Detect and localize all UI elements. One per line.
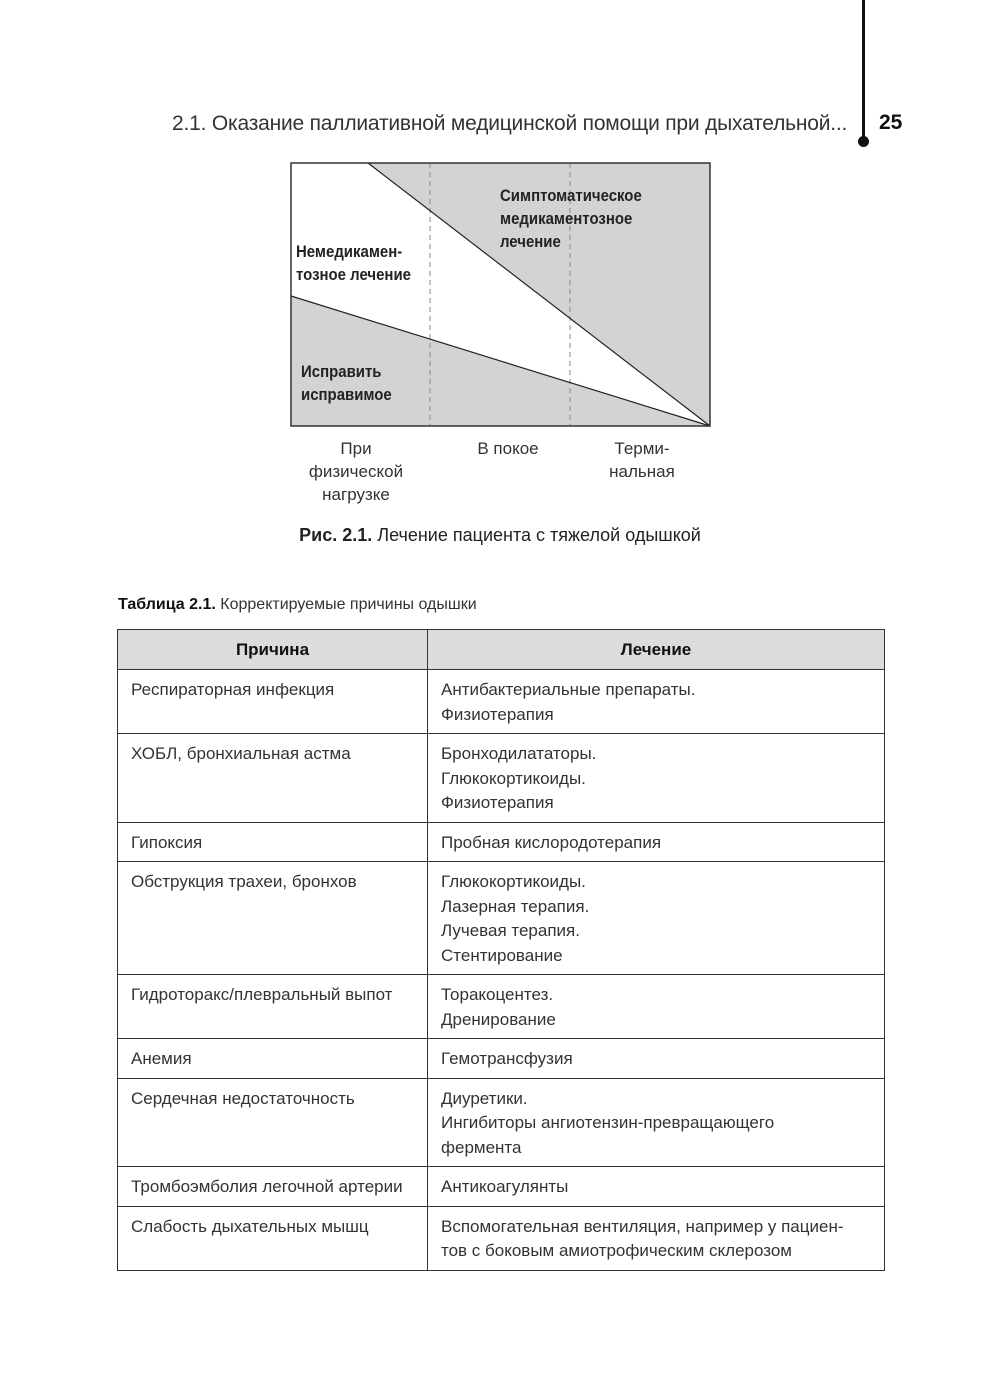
treatment-line: Физиотерапия	[441, 793, 554, 812]
label-line: медикаментозное	[500, 209, 633, 228]
table-row	[118, 822, 885, 862]
stage-rest	[438, 437, 578, 460]
treatment-line: Торакоцентез.	[441, 985, 554, 1004]
treatment-cell	[428, 1078, 885, 1167]
stage-line: нальная	[609, 462, 675, 481]
stage-line: физической	[308, 462, 404, 481]
treatment-line: Физиотерапия	[441, 704, 554, 724]
stage-line: В покое	[477, 439, 539, 458]
table-row	[118, 734, 885, 823]
cause-cell: Гидроторакс/плевральный выпот	[118, 975, 428, 1039]
stage-line: При	[340, 439, 372, 458]
stage-exertion	[286, 437, 426, 506]
running-title: 2.1. Оказание паллиативной медицинской помощи при дыхательной...	[172, 112, 848, 135]
treatment-cell	[428, 1167, 885, 1207]
table-row	[118, 862, 885, 975]
treatment-cell	[428, 1039, 885, 1079]
treatment-line: Антибактериальные препараты.	[441, 680, 696, 699]
treatment-cell	[428, 975, 885, 1039]
table-row	[118, 1078, 885, 1167]
table-row	[118, 1206, 885, 1270]
caption-text: Лечение пациента с тяжелой одышкой	[372, 525, 701, 545]
treatment-cell	[428, 1206, 885, 1270]
table-row	[118, 1039, 885, 1079]
treatment-line: Вспомогательная вентиляция, например у пациен-	[441, 1216, 844, 1236]
table-header-row	[118, 630, 885, 670]
cause-cell: Анемия	[118, 1039, 428, 1079]
stage-line: нагрузке	[322, 485, 390, 504]
page-number: 25	[879, 111, 903, 134]
header-cause: Причина	[118, 630, 428, 670]
cause-cell: Гипоксия	[118, 822, 428, 862]
cause-cell: Тромбоэмболия легочной артерии	[118, 1167, 428, 1207]
figure-caption	[0, 525, 1000, 546]
causes-table	[117, 629, 885, 1271]
cause-cell: Обструкция трахеи, бронхов	[118, 862, 428, 975]
treatment-line: Пробная кислородотерапия	[441, 832, 662, 852]
label-line: исправимое	[301, 385, 392, 404]
treatment-line: Глюкокортикоиды.	[441, 872, 586, 891]
stage-line: Терми-	[614, 439, 670, 458]
treatment-line: Ингибиторы ангиотензин-превращающего	[441, 1113, 775, 1132]
treatment-line: Гемотрансфузия	[441, 1049, 573, 1068]
treatment-line: Стентирование	[441, 945, 563, 965]
label-correctable	[301, 360, 392, 406]
treatment-line: Диуретики.	[441, 1088, 528, 1108]
treatment-cell	[428, 734, 885, 823]
treatment-cell	[428, 862, 885, 975]
cause-cell: ХОБЛ, бронхиальная астма	[118, 734, 428, 823]
table-title-text: Корректируемые причины одышки	[215, 596, 477, 613]
cause-cell: Сердечная недостаточность	[118, 1078, 428, 1167]
treatment-line: Бронходилататоры.	[441, 744, 597, 763]
stage-terminal	[572, 437, 712, 483]
label-line: Немедикамен-	[296, 242, 403, 261]
treatment-line: Антикоагулянты	[441, 1177, 569, 1196]
treatment-line: Дренирование	[441, 1009, 556, 1029]
table-row	[118, 1167, 885, 1207]
label-line: лечение	[500, 232, 561, 251]
caption-label: Рис. 2.1.	[299, 525, 373, 545]
treatment-line: фермента	[441, 1137, 522, 1157]
cause-cell: Слабость дыхательных мышц	[118, 1206, 428, 1270]
table-row	[118, 975, 885, 1039]
treatment-line: Глюкокортикоиды.	[441, 768, 586, 788]
label-line: тозное лечение	[296, 265, 411, 284]
treatment-line: тов с боковым амиотрофическим склерозом	[441, 1241, 792, 1260]
label-nondrug	[296, 240, 411, 286]
label-symptomatic	[500, 184, 642, 253]
table-title	[118, 596, 477, 614]
table-row	[118, 670, 885, 734]
treatment-line: Лазерная терапия.	[441, 896, 590, 916]
treatment-cell	[428, 670, 885, 734]
treatment-line: Лучевая терапия.	[441, 921, 580, 940]
table-title-label: Таблица 2.1.	[118, 596, 216, 613]
cause-cell: Респираторная инфекция	[118, 670, 428, 734]
header-treatment: Лечение	[428, 630, 885, 670]
label-line: Исправить	[301, 362, 382, 381]
label-line: Симптоматическое	[500, 186, 642, 205]
treatment-cell	[428, 822, 885, 862]
